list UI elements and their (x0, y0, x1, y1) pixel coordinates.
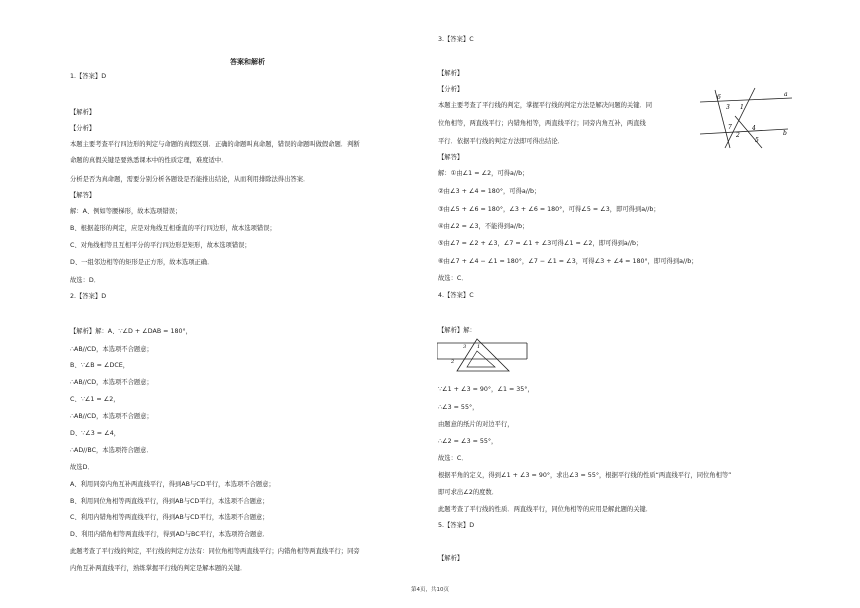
parallel-lines-figure (700, 86, 795, 150)
right-line: 【解析】 (438, 70, 464, 77)
left-line: 2.【答案】D (70, 293, 107, 300)
right-line: 5.【答案】D (438, 522, 475, 529)
left-line: B、利用同位角相等两直线平行，得到AB与CD平行，本选项不合题意； (70, 498, 269, 505)
right-line: 故选：C． (438, 455, 468, 462)
left-line: 【解析】解：A、∵∠D + ∠DAB = 180°， (70, 328, 192, 335)
left-line: 故选：D． (70, 277, 101, 284)
right-line: 位角相等，两直线平行；内错角相等，两直线平行；同旁内角互补，两直线 (438, 120, 646, 127)
left-line: 分析是否为真命题，需要分别分析各题设是否能推出结论，从而利用排除法得出答案． (70, 176, 310, 183)
left-line: 1.【答案】D (70, 73, 107, 80)
left-line: D、利用内错角相等两直线平行，得到AD与BC平行，本选项符合题意． (70, 531, 269, 538)
right-line: 平行．依据平行线的判定方法即可得出结论． (438, 138, 564, 145)
right-line: ∴∠3 = 55°， (438, 404, 479, 411)
right-line: ∵∠1 + ∠3 = 90°，∠1 = 35°， (438, 386, 534, 393)
right-line: ③由∠5 + ∠6 = 180°，∠3 + ∠6 = 180°，可得∠5 = ∠3，即可得到a//b； (438, 206, 660, 213)
fig3-label-6: 6 (717, 94, 721, 101)
right-line: 此题考查了平行线的性质．两直线平行，同位角相等的应用是解此题的关键． (438, 506, 653, 513)
fig4-label-3: 3 (463, 344, 467, 350)
left-line: ∴AD//BC，本选项符合题意． (70, 447, 153, 454)
fig4-label-1: 1 (477, 344, 481, 350)
right-line: 根据平角的定义，得到∠1 + ∠3 = 90°，求出∠3 = 55°，根据平行线的性质“两直线平行，同位角相等” (438, 472, 732, 479)
right-line: 4.【答案】C (438, 292, 474, 299)
right-line: 故选：C． (438, 275, 468, 282)
fig3-label-1: 1 (740, 104, 744, 111)
fig3-label-7: 7 (728, 124, 732, 131)
right-line: 【分析】 (438, 86, 464, 93)
left-line: 解：A、例如等腰梯形，故本选项错误； (70, 208, 182, 215)
fig3-label-3: 3 (726, 104, 730, 111)
left-line: C、利用内错角相等两直线平行，得到AB与CD平行，本选项不合题意； (70, 514, 269, 521)
right-line: ④由∠2 = ∠3，不能得到a//b； (438, 223, 529, 230)
right-line: ⑤由∠7 = ∠2 + ∠3，∠7 = ∠1 + ∠3可得∠1 = ∠2，即可得到a//b； (438, 240, 643, 247)
left-line: A、利用同旁内角互补两直线平行，得到AB与CD平行，本选项不合题意； (70, 481, 275, 488)
right-line: 解：①由∠1 = ∠2，可得a//b； (438, 170, 529, 177)
left-line: 此题考查了平行线的判定，平行线的判定方法有：同位角相等两直线平行；内错角相等两直线平行；同旁 (70, 548, 360, 555)
left-line: C、对角线相等且互相平分的平行四边形是矩形，故本选项错误； (70, 242, 251, 249)
left-line: ∴AB//CD，本选项不合题意； (70, 379, 153, 386)
right-line: 本题主要考查了平行线的判定，掌握平行线的判定方法是解决问题的关键．同 (438, 102, 653, 109)
left-line: 【解答】 (70, 192, 96, 199)
fig3-label-5: 5 (755, 137, 759, 144)
right-line: 【解析】解： (438, 327, 476, 334)
page-footer: 第4页，共10页 (411, 587, 449, 593)
fig4-label-2: 2 (451, 359, 455, 365)
fig3-label-b: b (783, 130, 787, 137)
left-line: B、∵∠B = ∠DCE， (70, 362, 130, 369)
left-line: 本题主要考查平行四边形的判定与命题的真假区别．正确的命题叫真命题，错误的命题叫做假命题．判断 (70, 141, 360, 148)
right-line: 即可求出∠2的度数． (438, 489, 499, 496)
left-line: ∴AB//CD，本选项不合题意； (70, 413, 153, 420)
left-line: D、∵∠3 = ∠4， (70, 430, 121, 437)
left-line: 答案和解析 (230, 58, 265, 66)
left-line: 故选D． (70, 464, 94, 471)
fig3-label-4: 4 (752, 125, 756, 132)
fig3-label-a: a (784, 91, 788, 98)
right-line: 由题意的纸片的对边平行， (438, 421, 514, 428)
triangle-ruler-figure (437, 337, 529, 377)
left-line: ∴AB//CD，本选项不合题意； (70, 346, 153, 353)
right-line: 【解析】 (438, 555, 464, 562)
left-line: C、∵∠1 = ∠2， (70, 396, 120, 403)
left-line: D、一组邻边相等的矩形是正方形，故本选项正确． (70, 259, 214, 266)
left-line: B、根据菱形的判定，应是对角线互相垂直的平行四边形，故本选项错误； (70, 225, 276, 232)
right-line: ⑥由∠7 + ∠4 − ∠1 = 180°，∠7 − ∠1 = ∠3，可得∠3 + ∠4 = 180°，即可得到a//b； (438, 258, 698, 265)
left-line: 【分析】 (70, 125, 96, 132)
left-line: 【解析】 (70, 109, 96, 116)
right-line: 3.【答案】C (438, 36, 474, 43)
right-line: ∴∠2 = ∠3 = 55°， (438, 438, 498, 445)
left-line: 内角互补两直线平行，熟练掌握平行线的判定是解本题的关键． (70, 565, 247, 572)
right-line: ②由∠3 + ∠4 = 180°，可得a//b； (438, 188, 541, 195)
fig3-label-2: 2 (736, 132, 740, 139)
right-line: 【解答】 (438, 154, 464, 161)
left-line: 命题的真假关键是要熟悉课本中的性质定理，难度适中． (70, 157, 228, 164)
